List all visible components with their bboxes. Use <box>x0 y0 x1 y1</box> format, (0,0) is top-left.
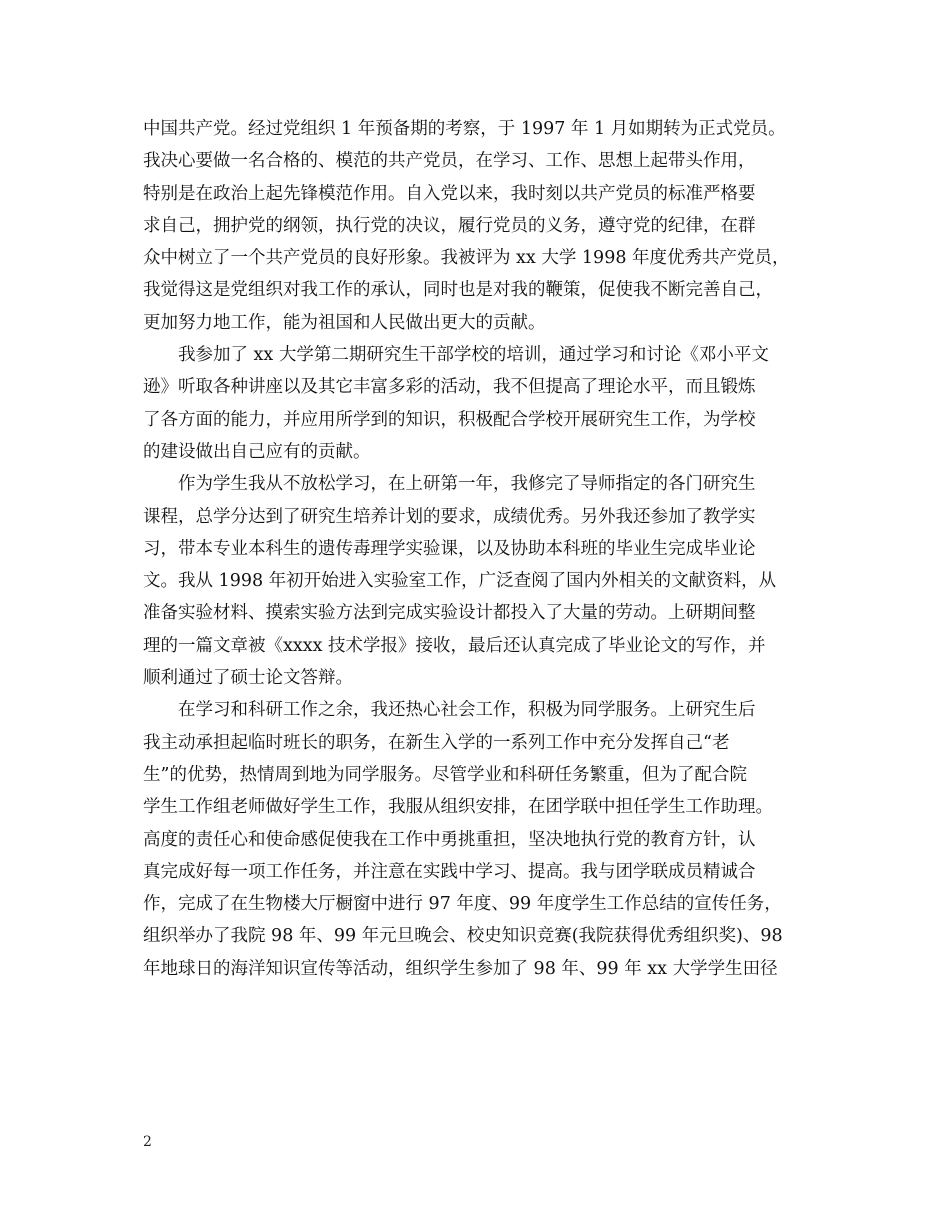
text-line: 作为学生我从不放松学习，在上研第一年，我修完了导师指定的各门研究生 <box>178 474 756 495</box>
text-line: 文。我从 1998 年初开始进入实验室工作，广泛查阅了国内外相关的文献资料，从 <box>143 571 777 592</box>
text-line: 课程，总学分达到了研究生培养计划的要求，成绩优秀。另外我还参加了教学实 <box>143 506 756 527</box>
text-line: 我决心要做一名合格的、模范的共产党员，在学习、工作、思想上起带头作用， <box>143 151 756 172</box>
text-line: 众中树立了一个共产党员的良好形象。我被评为 xx 大学 1998 年度优秀共产党员， <box>143 248 790 269</box>
body-text <box>143 113 813 985</box>
text-line: 习，带本专业本科生的遗传毒理学实验课，以及协助本科班的毕业生完成毕业论 <box>143 538 756 559</box>
text-line: 理的一篇文章被《xxxx 技术学报》接收，最后还认真完成了毕业论文的写作，并 <box>143 635 766 656</box>
text-line: 学生工作组老师做好学生工作，我服从组织安排，在团学联中担任学生工作助理。 <box>143 797 773 818</box>
text-line: 顺利通过了硕士论文答辩。 <box>143 668 353 689</box>
text-line: 年地球日的海洋知识宣传等活动，组织学生参加了 98 年、99 年 xx 大学学生田径 <box>143 958 778 979</box>
text-line: 求自己，拥护党的纲领，执行党的决议，履行党员的义务，遵守党的纪律，在群 <box>143 215 756 236</box>
text-line: 的建设做出自己应有的贡献。 <box>143 441 371 462</box>
text-line: 在学习和科研工作之余，我还热心社会工作，积极为同学服务。上研究生后 <box>178 700 756 721</box>
page-number: 2 <box>143 1134 152 1150</box>
text-line: 了各方面的能力，并应用所学到的知识，积极配合学校开展研究生工作，为学校 <box>143 409 756 430</box>
text-line: 我主动承担起临时班长的职务，在新生入学的一系列工作中充分发挥自己“老 <box>143 732 730 753</box>
text-line: 作，完成了在生物楼大厅橱窗中进行 97 年度、99 年度学生工作总结的宣传任务， <box>143 894 782 915</box>
text-line: 高度的责任心和使命感促使我在工作中勇挑重担，坚决地执行党的教育方针，认 <box>143 829 756 850</box>
text-line: 更加努力地工作，能为祖国和人民做出更大的贡献。 <box>143 312 546 333</box>
text-line: 中国共产党。经过党组织 1 年预备期的考察，于 1997 年 1 月如期转为正式党员。 <box>143 119 786 139</box>
text-line: 特别是在政治上起先锋模范作用。自入党以来，我时刻以共产党员的标准严格要 <box>143 183 756 204</box>
text-line: 组织举办了我院 98 年、99 年元旦晚会、校史知识竞赛(我院获得优秀组织奖)、98 <box>143 926 783 947</box>
text-line: 我参加了 xx 大学第二期研究生干部学校的培训，通过学习和讨论《邓小平文 <box>178 345 769 366</box>
text-line: 真完成好每一项工作任务，并注意在实践中学习、提高。我与团学联成员精诚合 <box>143 861 756 882</box>
text-line: 逊》听取各种讲座以及其它丰富多彩的活动，我不但提高了理论水平，而且锻炼 <box>143 377 756 398</box>
text-line: 我觉得这是党组织对我工作的承认，同时也是对我的鞭策，促使我不断完善自己， <box>143 280 773 301</box>
text-line: 生”的优势，热情周到地为同学服务。尽管学业和科研任务繁重，但为了配合院 <box>143 764 747 785</box>
text-line: 准备实验材料、摸索实验方法到完成实验设计都投入了大量的劳动。上研期间整 <box>143 603 756 624</box>
